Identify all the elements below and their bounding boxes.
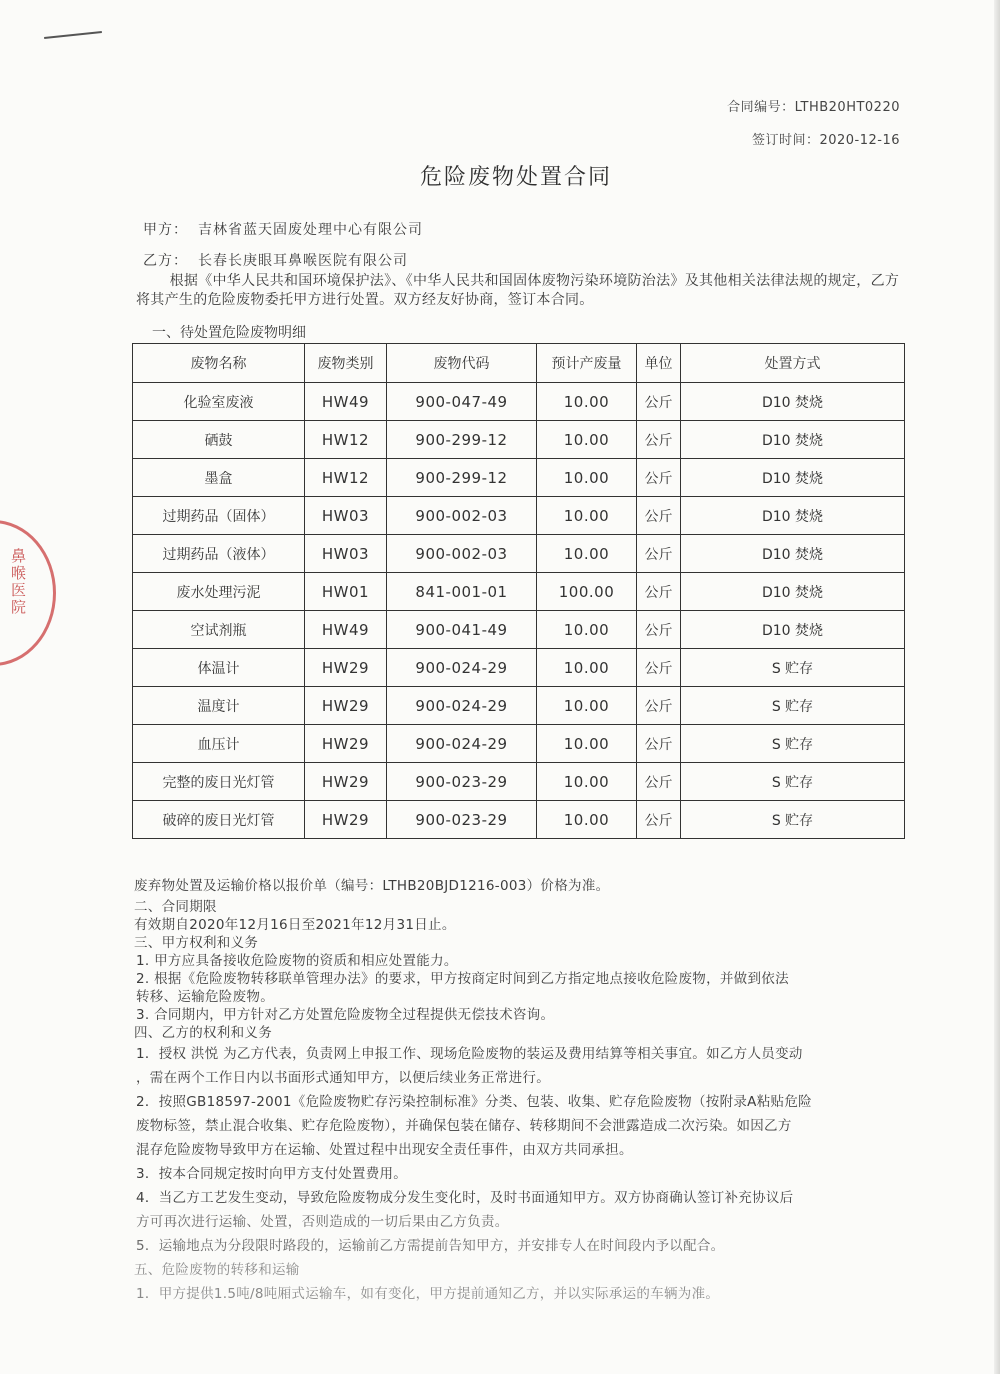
- cell-estimated-quantity: 10.00: [537, 459, 637, 497]
- cell-estimated-quantity: 10.00: [537, 649, 637, 687]
- price-note: 废弃物处置及运输价格以报价单（编号：LTHB20BJD1216-003）价格为准。: [134, 878, 610, 894]
- table-header-row: [133, 344, 905, 383]
- cell-estimated-quantity: 10.00: [537, 687, 637, 725]
- cell-waste-code: 900-047-49: [387, 383, 537, 421]
- table-row: [133, 801, 905, 839]
- cell-estimated-quantity: 10.00: [537, 725, 637, 763]
- table-row: [133, 421, 905, 459]
- table-row: [133, 687, 905, 725]
- section-5-heading: 五、危险废物的转移和运输: [134, 1262, 300, 1278]
- cell-waste-code: 900-002-03: [387, 497, 537, 535]
- cell-unit: 公斤: [637, 725, 681, 763]
- signing-date: 签订时间：2020-12-16: [751, 133, 900, 148]
- cell-waste-name: 破碎的废日光灯管: [133, 801, 305, 839]
- cell-unit: 公斤: [637, 383, 681, 421]
- cell-waste-category: HW29: [305, 649, 387, 687]
- cell-waste-name: 体温计: [133, 649, 305, 687]
- cell-disposal-method: D10 焚烧: [681, 383, 905, 421]
- contract-number: 合同编号：LTHB20HT0220: [727, 100, 900, 115]
- section-3-item-1: 1. 甲方应具备接收危险废物的资质和相应处置能力。: [136, 953, 458, 969]
- cell-waste-code: 900-299-12: [387, 459, 537, 497]
- table-row: [133, 383, 905, 421]
- section-4-item-5: 5．运输地点为分段限时路段的，运输前乙方需提前告知甲方，并安排专人在时间段内予以配合。: [136, 1238, 725, 1254]
- contract-terms: [134, 874, 904, 1306]
- section-3-item-2b: 转移、运输危险废物。: [136, 989, 274, 1005]
- party-b-name: 长春长庚眼耳鼻喉医院有限公司: [198, 253, 408, 269]
- cell-waste-name: 墨盒: [133, 459, 305, 497]
- cell-estimated-quantity: 10.00: [537, 611, 637, 649]
- section-4-item-1a: 1．授权 洪悦 为乙方代表，负责网上申报工作、现场危险废物的装运及费用结算等相关事宜。如乙方人员变动: [136, 1046, 803, 1062]
- section-4-item-3: 3．按本合同规定按时向甲方支付处置费用。: [136, 1166, 408, 1182]
- cell-disposal-method: S 贮存: [681, 763, 905, 801]
- header-disposal-method: 处置方式: [681, 344, 905, 383]
- section-4-item-2c: 混存危险废物导致甲方在运输、处置过程中出现安全责任事件，由双方共同承担。: [136, 1142, 633, 1158]
- waste-table: [132, 343, 905, 839]
- cell-waste-category: HW12: [305, 421, 387, 459]
- party-b: [143, 250, 408, 270]
- cell-unit: 公斤: [637, 611, 681, 649]
- cell-waste-category: HW01: [305, 573, 387, 611]
- cell-waste-category: HW49: [305, 383, 387, 421]
- table-row: [133, 725, 905, 763]
- cell-disposal-method: D10 焚烧: [681, 611, 905, 649]
- section-5-item-1: 1．甲方提供1.5吨/8吨厢式运输车，如有变化，甲方提前通知乙方，并以实际承运的车辆为准。: [136, 1286, 720, 1302]
- cell-estimated-quantity: 100.00: [537, 573, 637, 611]
- cell-waste-category: HW12: [305, 459, 387, 497]
- cell-unit: 公斤: [637, 649, 681, 687]
- cell-estimated-quantity: 10.00: [537, 421, 637, 459]
- party-a: [143, 219, 423, 239]
- section-4-item-4b: 方可再次进行运输、处置，否则造成的一切后果由乙方负责。: [136, 1214, 509, 1230]
- cell-waste-code: 900-023-29: [387, 801, 537, 839]
- table-row: [133, 573, 905, 611]
- cell-disposal-method: D10 焚烧: [681, 459, 905, 497]
- cell-waste-code: 900-024-29: [387, 649, 537, 687]
- cell-waste-name: 完整的废日光灯管: [133, 763, 305, 801]
- cell-waste-category: HW03: [305, 497, 387, 535]
- cell-waste-code: 900-299-12: [387, 421, 537, 459]
- section-2-heading: 二、合同期限: [134, 899, 217, 915]
- table-row: [133, 611, 905, 649]
- scan-edge-shadow: [994, 0, 1000, 1374]
- party-a-label: 甲方：: [143, 222, 188, 238]
- table-row: [133, 649, 905, 687]
- cell-waste-category: HW49: [305, 611, 387, 649]
- cell-unit: 公斤: [637, 459, 681, 497]
- section-1-heading: 一、待处置危险废物明细: [152, 325, 306, 341]
- cell-estimated-quantity: 10.00: [537, 383, 637, 421]
- cell-waste-name: 温度计: [133, 687, 305, 725]
- section-3-heading: 三、甲方权利和义务: [134, 935, 259, 951]
- section-3-item-3: 3. 合同期内，甲方针对乙方处置危险废物全过程提供无偿技术咨询。: [136, 1007, 555, 1023]
- cell-waste-code: 900-023-29: [387, 763, 537, 801]
- cell-waste-name: 过期药品（液体）: [133, 535, 305, 573]
- table-row: [133, 535, 905, 573]
- cell-disposal-method: D10 焚烧: [681, 535, 905, 573]
- cell-unit: 公斤: [637, 687, 681, 725]
- cell-waste-category: HW29: [305, 763, 387, 801]
- section-2-text: 有效期自2020年12月16日至2021年12月31日止。: [134, 917, 456, 933]
- cell-waste-category: HW03: [305, 535, 387, 573]
- seal-text: 鼻喉医院: [9, 548, 27, 616]
- cell-waste-code: 900-041-49: [387, 611, 537, 649]
- section-4-heading: 四、乙方的权利和义务: [134, 1025, 272, 1041]
- header-waste-code: 废物代码: [387, 344, 537, 383]
- cell-waste-name: 血压计: [133, 725, 305, 763]
- cell-waste-name: 化验室废液: [133, 383, 305, 421]
- header-waste-category: 废物类别: [305, 344, 387, 383]
- intro-paragraph: 根据《中华人民共和国环境保护法》、《中华人民共和国固体废物污染环境防治法》及其他相关法律法规的规定，乙方将其产生的危险废物委托甲方进行处置。双方经友好协商，签订本合同。: [136, 273, 900, 308]
- cell-unit: 公斤: [637, 421, 681, 459]
- cell-waste-name: 硒鼓: [133, 421, 305, 459]
- cell-estimated-quantity: 10.00: [537, 497, 637, 535]
- cell-waste-code: 900-024-29: [387, 725, 537, 763]
- cell-disposal-method: S 贮存: [681, 649, 905, 687]
- party-b-label: 乙方：: [143, 253, 188, 269]
- cell-disposal-method: D10 焚烧: [681, 421, 905, 459]
- cell-waste-code: 900-024-29: [387, 687, 537, 725]
- header-unit: 单位: [637, 344, 681, 383]
- cell-waste-category: HW29: [305, 801, 387, 839]
- section-3-item-2a: 2. 根据《危险废物转移联单管理办法》的要求，甲方按商定时间到乙方指定地点接收危险废物，并做到依法: [136, 971, 789, 987]
- cell-disposal-method: S 贮存: [681, 801, 905, 839]
- cell-disposal-method: D10 焚烧: [681, 497, 905, 535]
- cell-disposal-method: D10 焚烧: [681, 573, 905, 611]
- cell-unit: 公斤: [637, 573, 681, 611]
- cell-waste-name: 废水处理污泥: [133, 573, 305, 611]
- cell-waste-code: 900-002-03: [387, 535, 537, 573]
- header-waste-name: 废物名称: [133, 344, 305, 383]
- cell-waste-name: 空试剂瓶: [133, 611, 305, 649]
- table-row: [133, 459, 905, 497]
- cell-unit: 公斤: [637, 763, 681, 801]
- section-4-item-2a: 2．按照GB18597-2001《危险废物贮存污染控制标准》分类、包装、收集、贮存危险废物（按附录A粘贴危险: [136, 1094, 812, 1110]
- cell-waste-category: HW29: [305, 725, 387, 763]
- section-4-item-4a: 4．当乙方工艺发生变动，导致危险废物成分发生变化时，及时书面通知甲方。双方协商确认签订补充协议后: [136, 1190, 794, 1206]
- section-4-item-1b: ，需在两个工作日内以书面形式通知甲方，以便后续业务正常进行。: [136, 1070, 550, 1086]
- cell-waste-code: 841-001-01: [387, 573, 537, 611]
- table-row: [133, 497, 905, 535]
- pen-mark: [44, 31, 102, 39]
- table-row: [133, 763, 905, 801]
- cell-unit: 公斤: [637, 535, 681, 573]
- cell-unit: 公斤: [637, 801, 681, 839]
- cell-estimated-quantity: 10.00: [537, 763, 637, 801]
- cell-disposal-method: S 贮存: [681, 687, 905, 725]
- cell-estimated-quantity: 10.00: [537, 535, 637, 573]
- cell-estimated-quantity: 10.00: [537, 801, 637, 839]
- party-a-name: 吉林省蓝天固废处理中心有限公司: [198, 222, 423, 238]
- header-estimated-quantity: 预计产废量: [537, 344, 637, 383]
- cell-unit: 公斤: [637, 497, 681, 535]
- cell-disposal-method: S 贮存: [681, 725, 905, 763]
- cell-waste-category: HW29: [305, 687, 387, 725]
- cell-waste-name: 过期药品（固体）: [133, 497, 305, 535]
- document-title: 危险废物处置合同: [419, 165, 612, 190]
- section-4-item-2b: 废物标签，禁止混合收集、贮存危险废物），并确保包装在储存、转移期间不会泄露造成二次污染。如因乙方: [136, 1118, 792, 1134]
